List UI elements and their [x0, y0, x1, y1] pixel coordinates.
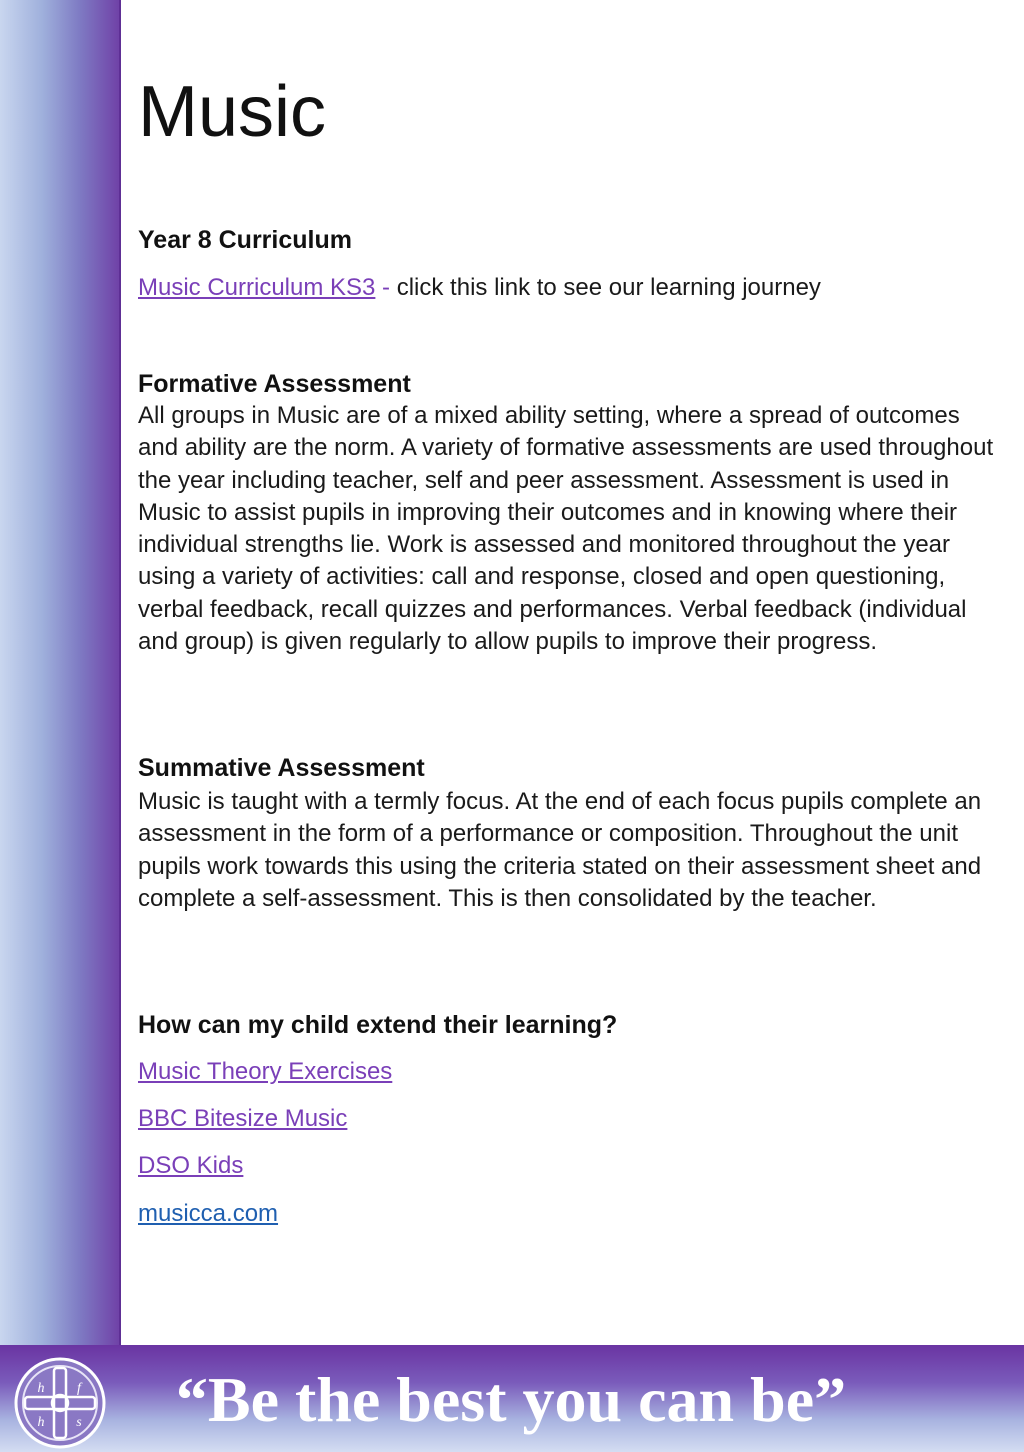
- school-motto: “Be the best you can be”: [175, 1364, 847, 1435]
- curriculum-separator: -: [375, 274, 397, 301]
- formative-heading: Formative Assessment: [138, 370, 411, 398]
- logo-letter-bl: h: [37, 1415, 45, 1430]
- left-sidebar-band: [0, 0, 121, 1345]
- logo-letter-tr: f: [77, 1381, 81, 1396]
- page-title: Music: [138, 72, 327, 152]
- musicca-link[interactable]: musicca.com: [138, 1200, 279, 1227]
- extend-link-item: [138, 1198, 278, 1230]
- extend-link-item: [138, 1103, 347, 1135]
- school-crest-icon: [13, 1356, 107, 1450]
- curriculum-heading: Year 8 Curriculum: [138, 226, 352, 254]
- curriculum-link-description: click this link to see our learning journey: [396, 274, 821, 301]
- summative-body: Music is taught with a termly focus. At the end of each focus pupils complete an assessment in the form of a performance or composition. Throughout the unit pupils work towards this using the criteria stated on their assessment sheet and complete a self-assessment. This is then consolidated by the teacher.: [138, 788, 982, 912]
- music-curriculum-ks3-link[interactable]: Music Curriculum KS3: [138, 274, 376, 301]
- bbc-bitesize-music-link[interactable]: BBC Bitesize Music: [138, 1105, 348, 1132]
- formative-body: All groups in Music are of a mixed ability setting, where a spread of outcomes and ability are the norm. A variety of formative assessments are used throughout the year including teacher, self and peer assessment. Assessment is used in Music to assist pupils in improving their outcomes and in knowing where their individual strengths lie. Work is assessed and monitored throughout the year using a variety of activities: call and response, closed and open questioning, verbal feedback, recall quizzes and performances. Verbal feedback (individual and group) is given regularly to allow pupils to improve their progress.: [138, 402, 994, 656]
- extend-link-item: [138, 1056, 392, 1088]
- logo-letter-br: s: [76, 1415, 82, 1430]
- summative-heading: Summative Assessment: [138, 754, 425, 782]
- logo-letter-tl: h: [37, 1381, 45, 1396]
- extend-heading: How can my child extend their learning?: [138, 1011, 618, 1039]
- extend-link-item: [138, 1150, 243, 1182]
- music-theory-exercises-link[interactable]: Music Theory Exercises: [138, 1058, 393, 1085]
- dso-kids-link[interactable]: DSO Kids: [138, 1152, 244, 1179]
- curriculum-line: [138, 272, 821, 304]
